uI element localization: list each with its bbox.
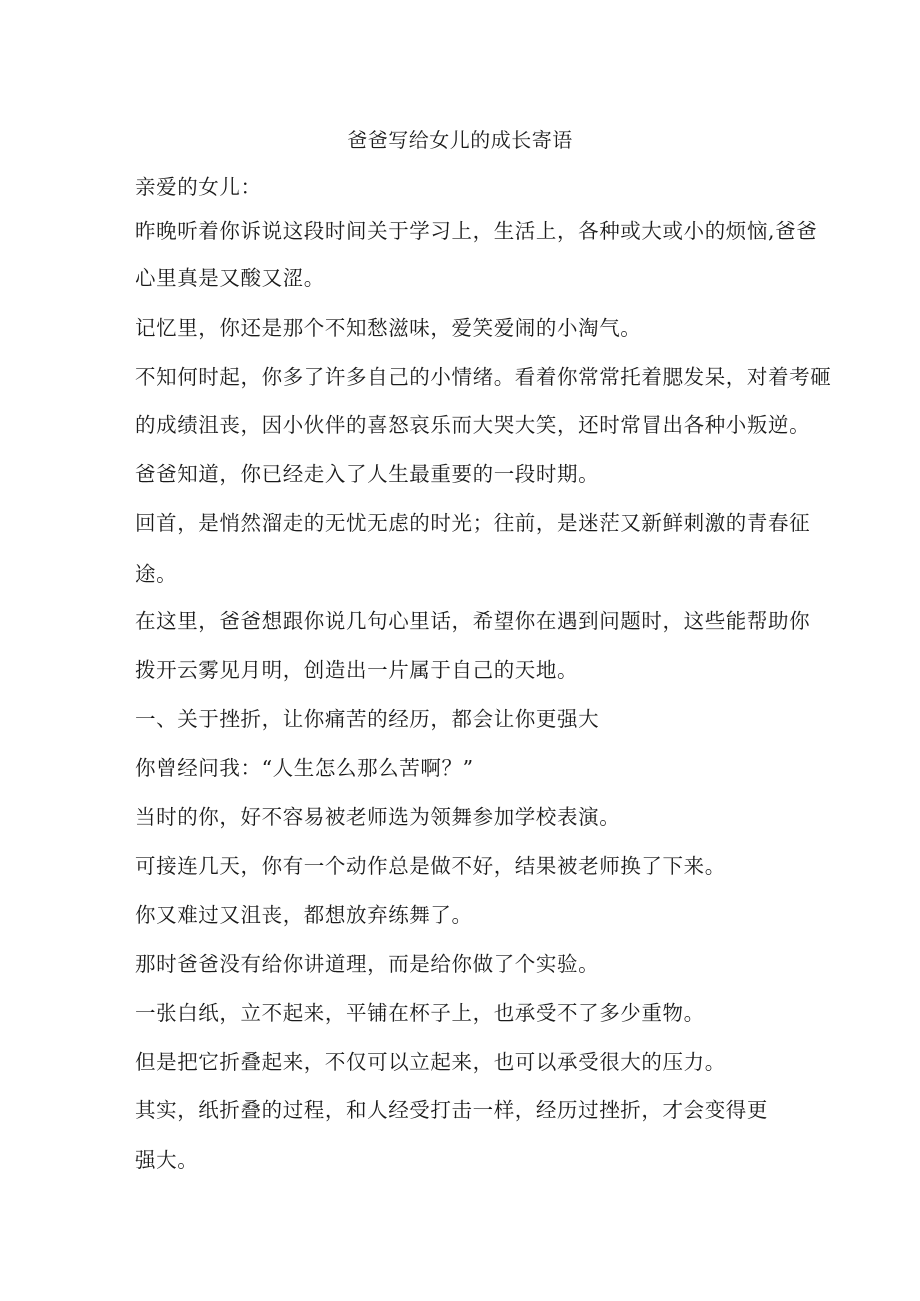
paragraph-line: 一张白纸，立不起来，平铺在杯子上，也承受不了多少重物。: [135, 1001, 705, 1025]
paragraph-line: 回首，是悄然溜走的无忧无虑的时光；往前，是迷茫又新鲜刺激的青春征: [135, 511, 811, 535]
paragraph-line: 在这里，爸爸想跟你说几句心里话，希望你在遇到问题时，这些能帮助你: [135, 609, 811, 633]
paragraph-line: 当时的你，好不容易被老师选为领舞参加学校表演。: [135, 805, 621, 829]
paragraph-line: 昨晚听着你诉说这段时间关于学习上，生活上，各种或大或小的烦恼,爸爸: [135, 219, 818, 243]
paragraph-line: 爸爸知道，你已经走入了人生最重要的一段时期。: [135, 462, 600, 486]
paragraph-line: 你曾经问我：“人生怎么那么苦啊？”: [135, 756, 474, 780]
paragraph-line: 心里真是又酸又涩。: [135, 266, 325, 290]
paragraph-line: 不知何时起，你多了许多自己的小情绪。看着你常常托着腮发呆，对着考砸: [135, 365, 832, 389]
section-heading: 一、关于挫折，让你痛苦的经历，都会让你更强大: [135, 707, 600, 731]
paragraph-line: 的成绩沮丧，因小伙伴的喜怒哀乐而大哭大笑，还时常冒出各种小叛逆。: [135, 413, 811, 437]
paragraph-line: 但是把它折叠起来，不仅可以立起来，也可以承受很大的压力。: [135, 1050, 726, 1074]
paragraph-line: 那时爸爸没有给你讲道理，而是给你做了个实验。: [135, 952, 600, 976]
paragraph-line: 可接连几天，你有一个动作总是做不好，结果被老师换了下来。: [135, 854, 726, 878]
greeting-line: 亲爱的女儿：: [135, 175, 262, 199]
paragraph-line: 强大。: [135, 1148, 199, 1172]
document-title: 爸爸写给女儿的成长寄语: [347, 128, 573, 152]
paragraph-line: 其实，纸折叠的过程，和人经受打击一样，经历过挫折，才会变得更: [135, 1098, 768, 1122]
paragraph-line: 拨开云雾见月明，创造出一片属于自己的天地。: [135, 658, 579, 682]
paragraph-line: 记忆里，你还是那个不知愁滋味，爱笑爱闹的小淘气。: [135, 316, 642, 340]
paragraph-line: 途。: [135, 562, 178, 586]
paragraph-line: 你又难过又沮丧，都想放弃练舞了。: [135, 903, 473, 927]
